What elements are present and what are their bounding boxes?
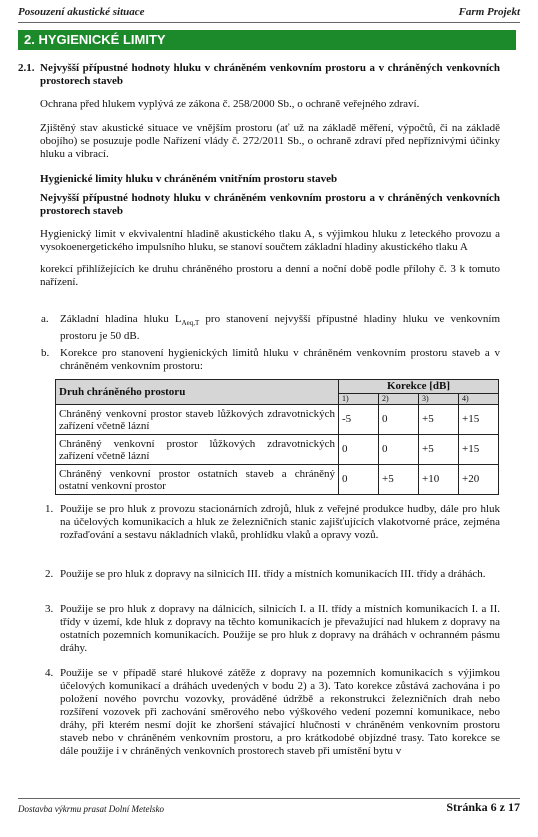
list-item-b: Korekce pro stanovení hygienických limitů hluku v chráněném venkovním prostoru staveb a v chráněném venkovním prostoru: [60, 347, 500, 372]
list-marker: a. [41, 313, 49, 325]
table-cell-value: 0 [339, 435, 379, 465]
subscript: Aeq,T [181, 319, 200, 328]
table-cell-value: +5 [379, 465, 419, 495]
table-row [56, 405, 499, 435]
header-left: Posouzení akustické situace [18, 6, 145, 18]
list-item-a-pre: Základní hladina hluku L [60, 313, 182, 325]
table-cell-label: Chráněný venkovní prostor ostatních staveb a chráněný ostatní venkovní prostor [56, 465, 339, 495]
subsection-title: Nejvyšší přípustné hodnoty hluku v chráněném venkovním prostoru a v chráněných venkovních prostorech staveb [40, 62, 500, 87]
section-title: 2. HYGIENICKÉ LIMITY [18, 30, 516, 50]
table-header-correction: Korekce [dB] [339, 380, 499, 394]
heading-outer: Nejvyšší přípustné hodnoty hluku v chráněném venkovním prostoru a v chráněných venkovních prostorech staveb [40, 192, 500, 217]
footer-rule [18, 798, 520, 799]
table-cell-value: +15 [459, 435, 499, 465]
table-cell-value: 0 [379, 435, 419, 465]
paragraph: korekcí přihlížejících ke druhu chráněného prostoru a denní a noční době podle přílohy č. 3 k tomuto nařízení. [40, 263, 500, 288]
table-cell-value: 0 [339, 465, 379, 495]
note-item: Použije se pro hluk z dopravy na silnicích III. třídy a místních komunikacích III. třídy a dráhách. [60, 568, 486, 580]
table-cell-value: +5 [419, 435, 459, 465]
footer-left: Dostavba výkrmu prasat Dolní Metelsko [18, 804, 164, 814]
table-cell-label: Chráněný venkovní prostor lůžkových zdravotnických zařízení včetně lázní [56, 435, 339, 465]
table-row [56, 465, 499, 495]
table-cell-value: +15 [459, 405, 499, 435]
page-footer [18, 800, 520, 819]
table-cell-value: -5 [339, 405, 379, 435]
table-cell-value: +10 [419, 465, 459, 495]
note-number: 1. [45, 503, 54, 515]
header-right: Farm Projekt [458, 6, 520, 18]
table-subheader: 1) [339, 394, 379, 405]
note-number: 4. [45, 667, 54, 679]
corrections-table [55, 379, 499, 495]
list-item-a-post: pro stanovení nejvyšší přípustné hladiny hluku ve venkovním prostoru je 50 dB. [60, 313, 500, 343]
subsection-number: 2.1. [18, 62, 35, 74]
table-subheader: 4) [459, 394, 499, 405]
paragraph: Zjištěný stav akustické situace ve vnějším prostoru (ať už na základě měření, výpočtů, či na základě obojího) se posuzuje podle Nařízení vlády č. 272/2011 Sb., o ochraně zdraví před nepříznivými účinky hluku a vibrací. [40, 122, 500, 160]
table-header-type: Druh chráněného prostoru [56, 380, 339, 405]
note-item: Použije se pro hluk z provozu stacionárních zdrojů, hluk z veřejné produkce hudby, dále pro hluk na účelových komunikacích a hluk ze železničních stanic zajišťujících vlakotvorné práce, zejména rozřaďování a sestavu nákladních vlaků, prohlídku vlaků a opravy vozů. [60, 503, 500, 541]
list-item-a [60, 313, 500, 343]
page-header [18, 6, 520, 22]
table-subheader: 2) [379, 394, 419, 405]
note-number: 2. [45, 568, 54, 580]
note-item: Použije se v případě staré hlukové zátěže z dopravy na pozemních komunikacích s výjimkou účelových komunikací a dráhách uvedených v bodu 2) a 3). Tato korekce zůstává zachována i po položení nového povrchu vozovky, prováděné údržbě a rekonstrukci železničních drah nebo rozšíření vozovek při zachování směrového nebo výškového vedení pozemní komunikace, nebo dráhy, při kterém nesmí dojít ke zhoršení stávající hlučnosti v chráněném venkovním prostoru staveb nebo v chráněném venkovním prostoru, a pro krátkodobé objízdné trasy. Tato korekce se dále použije i v chráněných venkovních prostorech staveb při umístění bytu v [60, 667, 500, 757]
note-number: 3. [45, 603, 54, 615]
table-cell-value: +5 [419, 405, 459, 435]
paragraph: Hygienický limit v ekvivalentní hladině akustického tlaku A, s výjimkou hluku z leteckého provozu a vysokoenergetického impulsního hluku, se stanoví součtem základní hladiny akustického tlaku A [40, 228, 500, 253]
note-item: Použije se pro hluk z dopravy na dálnicích, silnicích I. a II. třídy a místních komunikacích I. a II. třídy v území, kde hluk z dopravy na těchto komunikacích je převažující nad hlukem z dopravy na ostatních pozemních komunikacích. Použije se pro hluk z dopravy na dráhách v ochranném pásmu dráhy. [60, 603, 500, 654]
table-cell-value: 0 [379, 405, 419, 435]
table-cell-value: +20 [459, 465, 499, 495]
heading-inner: Hygienické limity hluku v chráněném vnitřním prostoru staveb [40, 173, 338, 185]
paragraph: Ochrana před hlukem vyplývá ze zákona č. 258/2000 Sb., o ochraně veřejného zdraví. [40, 98, 420, 110]
list-marker: b. [41, 347, 50, 359]
page-number: Stránka 6 z 17 [446, 800, 520, 814]
table-subheader: 3) [419, 394, 459, 405]
table-row [56, 435, 499, 465]
table-cell-label: Chráněný venkovní prostor staveb lůžkových zdravotnických zařízení včetně lázní [56, 405, 339, 435]
header-rule [18, 22, 520, 23]
